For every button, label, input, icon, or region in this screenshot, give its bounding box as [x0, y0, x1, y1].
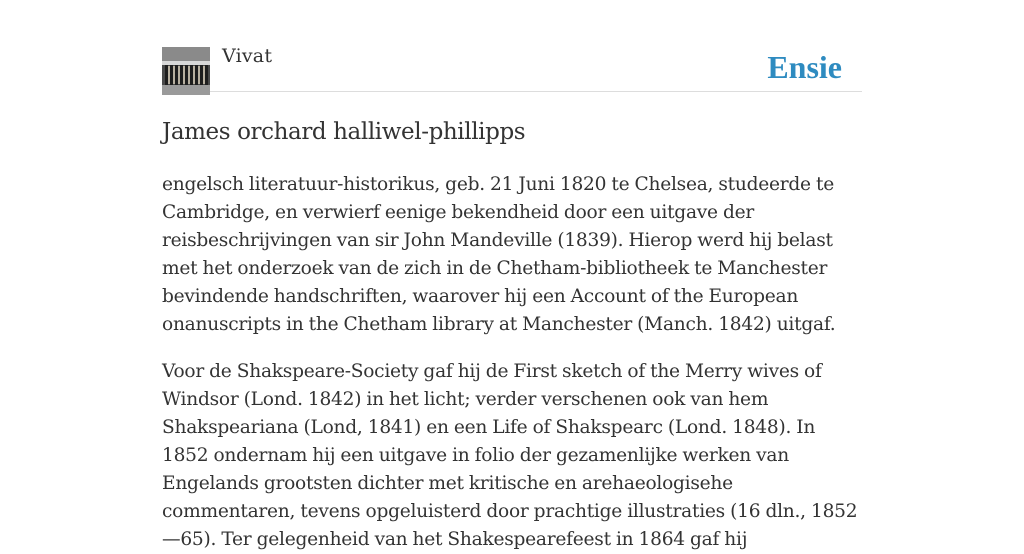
article-paragraph: Voor de Shakspeare-Society gaf hij de First sketch of the Merry wives of Windsor (Lond. 1842) in het licht; verder verschenen ook van hem Shakspeariana (Lond, 1841) en een Life of Shakspearc (Lond. 1848). In 1852 ondernam hij een uitgave in folio der gezamenlijke werken van Engelands grootsten dichter met kritische en arehaeologisehe commentaren, tevens opgeluisterd door prachtige illustraties (16 dln., 1852—65). Ter gelegenheid van het Shakespearefeest in 1864 gaf hij [162, 361, 858, 550]
author-avatar[interactable] [162, 47, 210, 95]
article-title: James orchard halliwel-phillipps [162, 119, 526, 145]
site-header [162, 0, 862, 92]
brand-logo[interactable]: Ensie [767, 49, 842, 85]
page [162, 0, 862, 554]
author-name[interactable]: Vivat [222, 45, 273, 67]
bookshelf-avatar-icon [162, 47, 210, 95]
article-paragraph: engelsch literatuur-historikus, geb. 21 Juni 1820 te Chelsea, studeerde te Cambridge, en verwierf eenige bekendheid door een uitgave der reisbeschrijvingen van sir John Mandeville (1839). Hierop werd hij belast met het onderzoek van de zich in de Chetham-bibliotheek te Manchester bevindende handschriften, waarover hij een Account of the European onanuscripts in the Chetham library at Manchester (Manch. 1842) uitgaf. [162, 174, 836, 335]
